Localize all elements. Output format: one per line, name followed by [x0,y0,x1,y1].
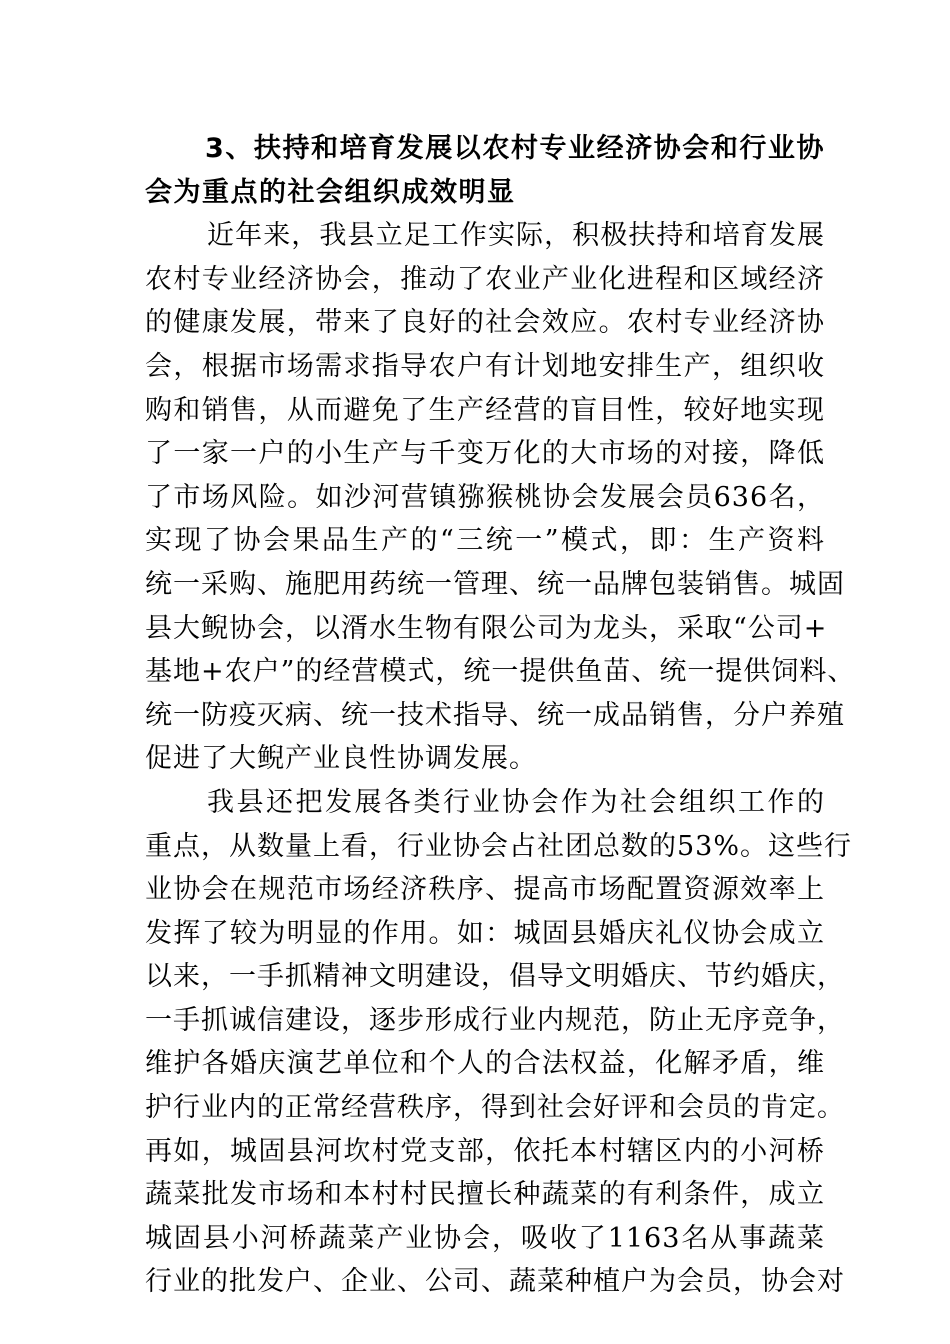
paragraph-line: 的健康发展，带来了良好的社会效应。农村专业经济协 [145,307,825,339]
paragraph-line: 近年来，我县立足工作实际，积极扶持和培育发展 [207,220,825,252]
paragraph-line: 城固县小河桥蔬菜产业协会，吸收了1163名从事蔬菜 [145,1222,825,1254]
paragraph-line: 了一家一户的小生产与千变万化的大市场的对接，降低 [145,438,825,470]
section-heading [145,127,825,214]
paragraph-line: 会，根据市场需求指导农户有计划地安排生产，组织收 [145,350,825,382]
paragraph-line: 维护各婚庆演艺单位和个人的合法权益，化解矛盾，维 [145,1048,825,1080]
paragraph-line: 促进了大鲵产业良性协调发展。 [145,743,537,775]
paragraph-line: 一手抓诚信建设，逐步形成行业内规范，防止无序竞争， [145,1004,845,1036]
paragraph-line: 重点，从数量上看，行业协会占社团总数的53%。这些行 [145,830,853,862]
paragraph-line: 购和销售，从而避免了生产经营的盲目性，较好地实现 [145,394,825,426]
paragraph-line: 基地+农户”的经营模式，统一提供鱼苗、统一提供饲料、 [145,656,856,688]
paragraph-line: 统一采购、施肥用药统一管理、统一品牌包装销售。城固 [145,568,845,600]
paragraph-line: 我县还把发展各类行业协会作为社会组织工作的 [207,786,825,818]
paragraph-line: 了市场风险。如沙河营镇猕猴桃协会发展会员636名， [145,481,825,513]
paragraph-1 [145,214,856,781]
paragraph-line: 再如，城固县河坎村党支部，依托本村辖区内的小河桥 [145,1135,825,1167]
heading-line: 3、扶持和培育发展以农村专业经济协会和行业协 [205,133,825,164]
paragraph-line: 护行业内的正常经营秩序，得到社会好评和会员的肯定。 [145,1092,845,1124]
paragraph-line: 发挥了较为明显的作用。如：城固县婚庆礼仪协会成立 [145,917,825,949]
paragraph-line: 统一防疫灭病、统一技术指导、统一成品销售，分户养殖 [145,699,845,731]
paragraph-line: 蔬菜批发市场和本村村民擅长种蔬菜的有利条件，成立 [145,1179,825,1211]
heading-line: 会为重点的社会组织成效明显 [145,176,516,208]
paragraph-line: 行业的批发户、企业、公司、蔬菜种植户为会员，协会对 [145,1266,845,1298]
paragraph-line: 县大鲵协会，以湑水生物有限公司为龙头，采取“公司+ [145,612,828,644]
document-body [145,127,856,1304]
paragraph-line: 业协会在规范市场经济秩序、提高市场配置资源效率上 [145,874,825,906]
paragraph-line: 实现了协会果品生产的“三统一”模式，即：生产资料 [145,525,825,557]
paragraph-line: 农村专业经济协会，推动了农业产业化进程和区域经济 [145,263,825,295]
paragraph-2 [145,781,853,1304]
paragraph-line: 以来，一手抓精神文明建设，倡导文明婚庆、节约婚庆， [145,961,845,993]
